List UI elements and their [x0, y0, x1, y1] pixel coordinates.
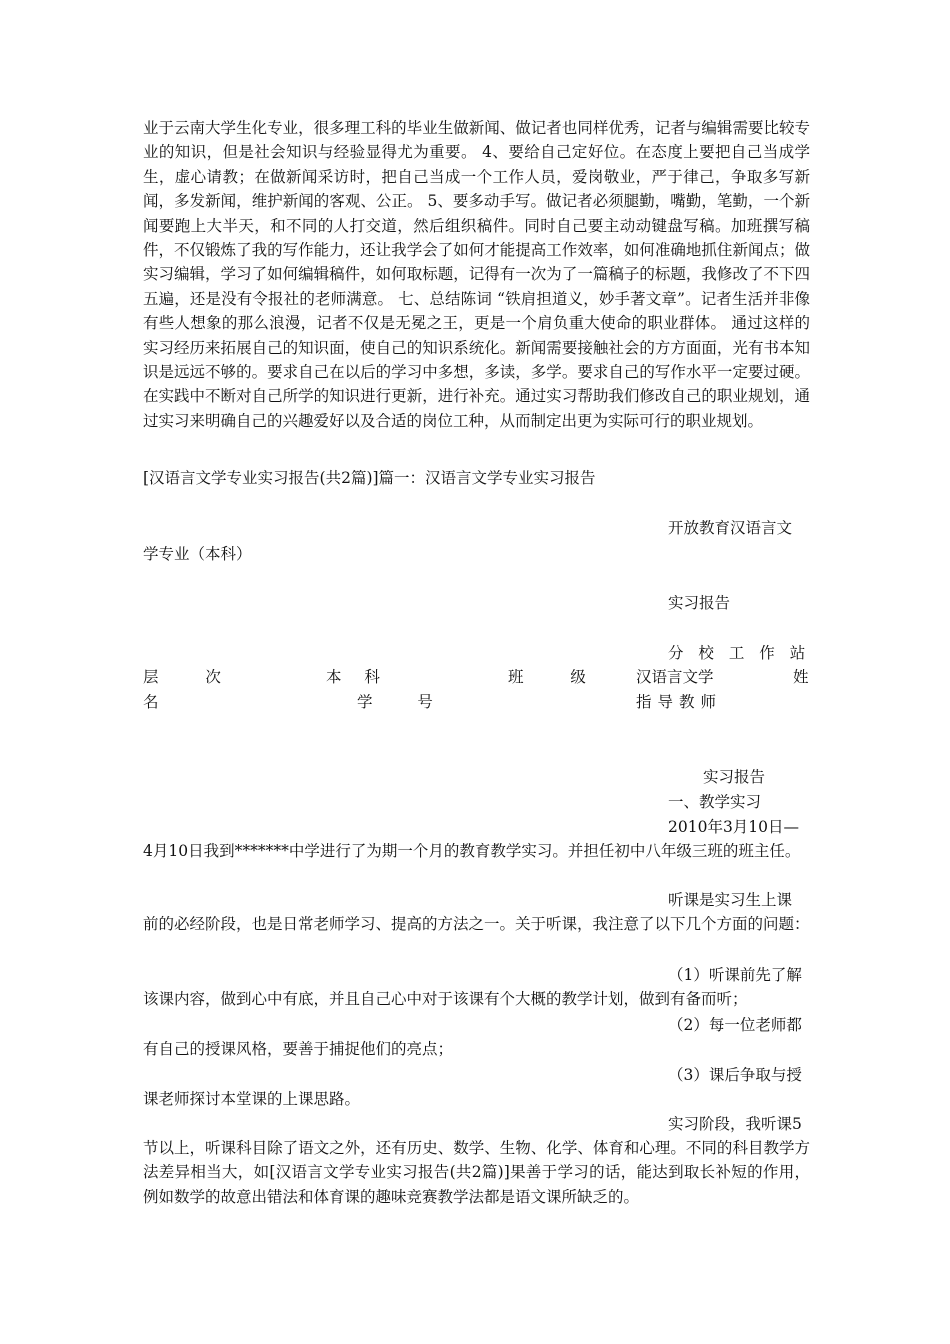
level-value: 本 科 — [326, 668, 380, 686]
name-label-second: 名 — [143, 693, 159, 711]
section-heading-teaching: 一、教学实习 — [668, 793, 762, 811]
item-1-paragraph: 该课内容，做到心中有底，并且自己心中对于该课有个大概的教学计划，做到有备而听； — [143, 990, 748, 1008]
report-label: 实习报告 — [668, 594, 731, 612]
date-line-right: 2010年3月10日— — [668, 818, 800, 836]
level-label: 层 次 — [143, 668, 221, 686]
item-3-right: （3）课后争取与授 — [668, 1066, 802, 1084]
class-label: 班 级 — [508, 668, 586, 686]
stage-paragraph: 节以上，听课科目除了语文之外，还有历史、数学、生物、化学、体育和心理。不同的科目教学方法差异相当大，如[汉语言文学专业实习报告(共2篇)]果善于学习的话，能达到取长补短的作用，例如数学的故意出错法和体育课的趣味竞赛教学法都是语文课所缺乏的。 — [143, 1139, 810, 1206]
body-paragraph-intro: 业于云南大学生化专业，很多理工科的毕业生做新闻、做记者也同样优秀，记者与编辑需要比较专业的知识，但是社会知识与经验显得尤为重要。 4、要给自己定好位。在态度上要把自己当成学生，虚心请教；在做新闻采访时，把自己当成一个工作人员，爱岗敬业，严于律己，争取多写新闻，多发新闻，维护新闻的客观、公正。 5、要多动手写。做记者必须腿勤，嘴勤，笔勤，一个新闻要跑上大半天，和不同的人打交道，然后组织稿件。同时自己要主动动键盘写稿。加班撰写稿件，不仅锻炼了我的写作能力，还让我学会了如何才能提高工作效率，如何准确地抓住新闻点；做实习编辑，学习了如何编辑稿件，如何取标题，记得有一次为了一篇稿子的标题，我修改了不下四五遍，还是没有令报社的老师满意。 七、总结陈词 “铁肩担道义，妙手著文章”。记者生活并非像有些人想象的那么浪漫，记者不仅是无冕之王，更是一个肩负重大使命的职业群体。 通过这样的实习经历来拓展自己的知识面，使自己的知识系统化。新闻需要接触社会的方方面面，光有书本知识是远远不够的。要求自己在以后的学习中多想，多读，多学。要求自己的写作水平一定要过硬。 在实践中不断对自己所学的知识进行更新，进行补充。通过实习帮助我们修改自己的职业规划，通过实习来明确自己的兴趣爱好以及合适的岗位工种，从而制定出更为实际可行的职业规划。 — [143, 119, 810, 430]
listen-paragraph: 前的必经阶段，也是日常老师学习、提高的方法之一。关于听课，我注意了以下几个方面的问题： — [143, 915, 810, 933]
teacher-label: 指导教师 — [636, 693, 723, 711]
item-3-paragraph: 课老师探讨本堂课的上课思路。 — [143, 1090, 361, 1108]
item-1-right: （1）听课前先了解 — [668, 966, 802, 984]
student-id-label: 学 号 — [357, 693, 433, 711]
listen-line-right: 听课是实习生上课 — [668, 891, 793, 909]
report-heading: 实习报告 — [703, 768, 766, 786]
title-line-right: 开放教育汉语言文 — [668, 519, 793, 537]
item-2-right: （2）每一位老师都 — [668, 1016, 802, 1034]
branch-station-label: 分 校 工 作 站 — [668, 644, 811, 662]
date-paragraph: 4月10日我到*******中学进行了为期一个月的教育教学实习。并担任初中八年级三班的班主任。 — [143, 842, 801, 860]
name-label-first: 姓 — [793, 668, 809, 686]
title-line-cont: 学专业（本科） — [143, 545, 252, 563]
stage-line-right: 实习阶段，我听课5 — [668, 1115, 802, 1133]
class-value: 汉语言文学 — [636, 668, 714, 686]
report-header-line: [汉语言文学专业实习报告(共2篇)]篇一：汉语言文学专业实习报告 — [143, 469, 596, 487]
item-2-paragraph: 有自己的授课风格，要善于捕捉他们的亮点； — [143, 1040, 454, 1058]
